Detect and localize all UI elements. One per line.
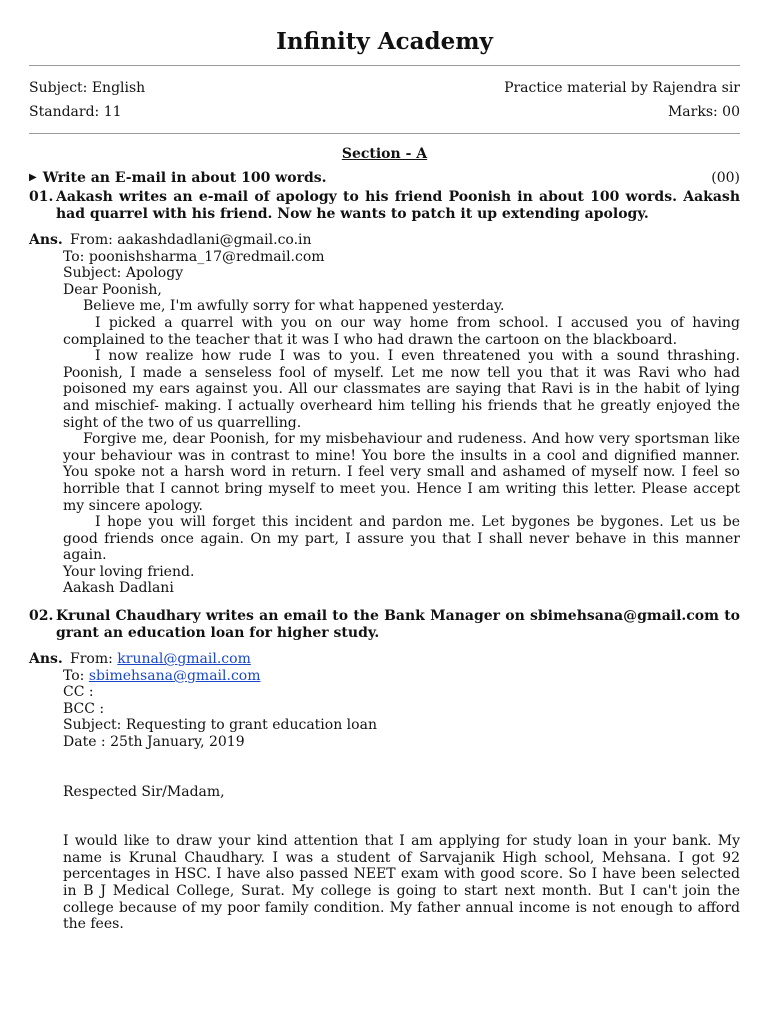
email-signature: Aakash Dadlani bbox=[63, 580, 174, 597]
header-divider bbox=[29, 133, 740, 134]
from-email-link[interactable]: krunal@gmail.com bbox=[117, 651, 251, 668]
question-1 bbox=[29, 189, 740, 223]
question-2 bbox=[29, 608, 740, 642]
email-greeting: Dear Poonish, bbox=[63, 281, 162, 298]
answer-label: Ans. bbox=[29, 232, 63, 248]
email-to: To: poonishsharma_17@redmail.com bbox=[63, 248, 325, 265]
email-paragraph: I hope you will forget this incident and pardon me. Let bygones be bygones. Let us be good friends once again. On my part, I assure you that I shall never behave in this manner again. bbox=[63, 514, 740, 564]
email-paragraph: Forgive me, dear Poonish, for my misbehaviour and rudeness. And how very sportsman like your behaviour was in contrast to mine! You bore the insults in a cool and dignified manner. You spoke not a harsh word in return. I feel very small and ashamed of myself now. I feel so horrible that I cannot bring myself to meet you. Hence I am writing this letter. Please accept my sincere apology. bbox=[63, 431, 740, 514]
email-cc: CC : bbox=[63, 684, 94, 701]
instruction-marks: (00) bbox=[711, 170, 740, 186]
answer-1 bbox=[29, 232, 740, 597]
question-number: 01. bbox=[29, 189, 54, 205]
email-subject: Subject: Apology bbox=[63, 265, 184, 282]
header-meta bbox=[29, 66, 740, 133]
email-bcc: BCC : bbox=[63, 700, 105, 717]
standard-label: Standard: 11 bbox=[29, 104, 122, 120]
question-text: Aakash writes an e-mail of apology to his friend Poonish in about 100 words. Aakash had quarrel with his friend. Now he wants to patch it up extending apology. bbox=[56, 189, 740, 222]
question-number: 02. bbox=[29, 608, 54, 625]
email-paragraph: Believe me, I'm awfully sorry for what happened yesterday. bbox=[83, 298, 505, 315]
answer-2 bbox=[29, 651, 740, 933]
answer-label: Ans. bbox=[29, 651, 63, 668]
marks-label: Marks: 00 bbox=[667, 104, 740, 120]
from-label: From: bbox=[70, 651, 118, 668]
instruction-row bbox=[29, 169, 740, 187]
email-paragraph: I picked a quarrel with you on our way home from school. I accused you of having complained to the teacher that it was I who had drawn the cartoon on the blackboard. bbox=[63, 314, 740, 348]
question-text: Krunal Chaudhary writes an email to the Bank Manager on sbimehsana@gmail.com to grant an education loan for higher study. bbox=[56, 608, 740, 642]
email-paragraph: I now realize how rude I was to you. I even threatened you with a sound thrashing. Poonish, I made a senseless fool of myself. Let me now tell you that it was Ravi who had poisoned my ears against you. All our classmates are saying that Ravi is in the habit of lying and mischief- making. I actually overheard him telling his friends that he greatly enjoyed the sight of the two of us quarrelling. bbox=[63, 348, 740, 431]
instruction-text: Write an E-mail in about 100 words. bbox=[42, 170, 327, 186]
email-subject: Subject: Requesting to grant education loan bbox=[63, 717, 377, 734]
email-date: Date : 25th January, 2019 bbox=[63, 734, 245, 751]
triangle-bullet-icon: ▶ bbox=[29, 172, 37, 183]
email-closing: Your loving friend. bbox=[63, 563, 195, 580]
email-body: I would like to draw your kind attention that I am applying for study loan in your bank. My name is Krunal Chaudhary. I was a student of Sarvajanik High school, Mehsana. I got 92 percentages in HSC. I have also passed NEET exam with good score. So I have been selected in B J Medical College, Surat. My college is going to start next month. But I can't join the college because of my poor family condition. My father annual income is not enough to afford the fees. bbox=[63, 833, 740, 933]
subject-label: Subject: English bbox=[29, 80, 146, 96]
section-heading: Section - A bbox=[341, 146, 428, 162]
email-from: From: aakashdadlani@gmail.co.in bbox=[70, 232, 312, 248]
to-label: To: bbox=[63, 667, 89, 684]
practice-label: Practice material by Rajendra sir bbox=[504, 80, 740, 96]
to-email-link[interactable]: sbimehsana@gmail.com bbox=[88, 667, 261, 684]
email-salutation: Respected Sir/Madam, bbox=[63, 783, 225, 800]
page-title: Infinity Academy bbox=[276, 28, 493, 55]
